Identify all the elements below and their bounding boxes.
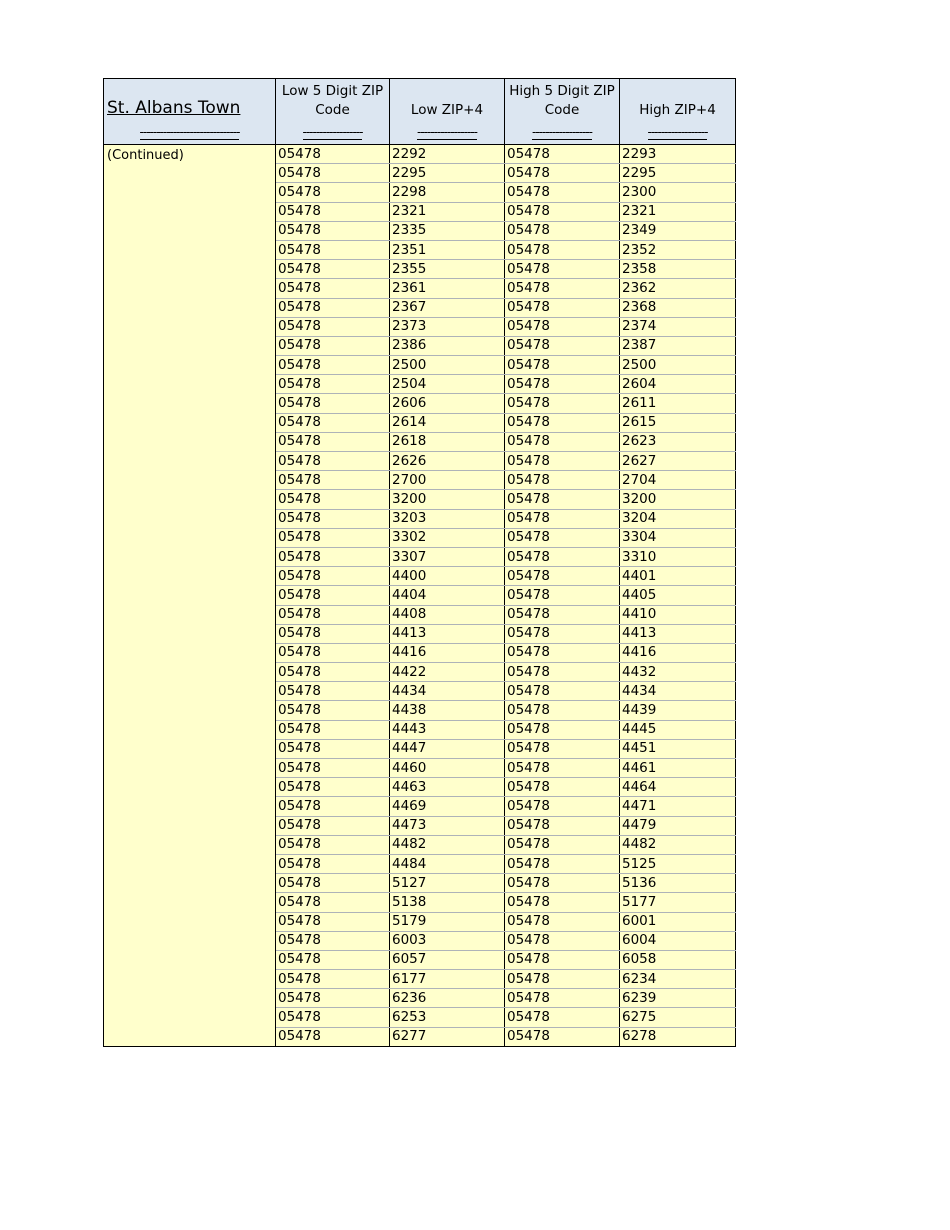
high-zip-cell: 05478	[505, 643, 620, 662]
low-zip4-cell: 4484	[390, 854, 505, 873]
high-zip-cell: 05478	[505, 164, 620, 183]
high-zip-cell: 05478	[505, 202, 620, 221]
high-zip-cell: 05478	[505, 989, 620, 1008]
low-zip4-cell: 2626	[390, 452, 505, 471]
low-zip-cell: 05478	[276, 797, 390, 816]
high-zip4-cell: 4439	[620, 701, 736, 720]
low-zip-cell: 05478	[276, 298, 390, 317]
low-zip-cell: 05478	[276, 567, 390, 586]
high-zip-cell: 05478	[505, 452, 620, 471]
low-zip4-cell: 2298	[390, 183, 505, 202]
high-zip4-cell: 3200	[620, 490, 736, 509]
low-zip-cell: 05478	[276, 183, 390, 202]
high-zip-cell: 05478	[505, 797, 620, 816]
high-zip4-cell: 2293	[620, 145, 736, 164]
low-zip4-cell: 4404	[390, 586, 505, 605]
high-zip-cell: 05478	[505, 260, 620, 279]
low-zip-cell: 05478	[276, 663, 390, 682]
low-zip-cell: 05478	[276, 1008, 390, 1027]
low-zip4-cell: 5127	[390, 874, 505, 893]
low-zip-header: Low 5 Digit ZIP Code	[276, 79, 390, 123]
low-zip-cell: 05478	[276, 547, 390, 566]
high-zip-cell: 05478	[505, 547, 620, 566]
low-zip4-cell: 3302	[390, 528, 505, 547]
high-zip4-cell: 6239	[620, 989, 736, 1008]
low-zip4-cell: 3200	[390, 490, 505, 509]
low-zip4-cell: 6177	[390, 970, 505, 989]
low-zip-cell: 05478	[276, 912, 390, 931]
high-zip4-cell: 4464	[620, 778, 736, 797]
high-zip-cell: 05478	[505, 394, 620, 413]
high-zip-cell: 05478	[505, 739, 620, 758]
high-zip-cell: 05478	[505, 413, 620, 432]
low-zip4-cell: 2614	[390, 413, 505, 432]
low-zip4-cell: 6057	[390, 950, 505, 969]
high-zip-cell: 05478	[505, 778, 620, 797]
table-row	[104, 145, 736, 164]
low-zip-cell: 05478	[276, 835, 390, 854]
high-zip4-cell: 2500	[620, 356, 736, 375]
low-zip4-cell: 4460	[390, 759, 505, 778]
high-zip-cell: 05478	[505, 874, 620, 893]
high-zip-cell: 05478	[505, 1008, 620, 1027]
high-zip-cell: 05478	[505, 471, 620, 490]
high-zip-cell: 05478	[505, 663, 620, 682]
low-zip-cell: 05478	[276, 778, 390, 797]
low-zip-cell: 05478	[276, 605, 390, 624]
low-zip4-cell: 4413	[390, 624, 505, 643]
high-zip-cell: 05478	[505, 240, 620, 259]
low-zip-cell: 05478	[276, 394, 390, 413]
low-zip4-cell: 6253	[390, 1008, 505, 1027]
low-zip-cell: 05478	[276, 145, 390, 164]
high-zip-cell: 05478	[505, 912, 620, 931]
high-zip4-header: High ZIP+4	[620, 79, 736, 123]
separator-high-zip: ------------------	[505, 122, 620, 145]
high-zip-cell: 05478	[505, 893, 620, 912]
low-zip-cell: 05478	[276, 816, 390, 835]
low-zip4-cell: 2504	[390, 375, 505, 394]
low-zip4-header: Low ZIP+4	[390, 79, 505, 123]
low-zip-cell: 05478	[276, 375, 390, 394]
low-zip4-cell: 4408	[390, 605, 505, 624]
high-zip-cell: 05478	[505, 567, 620, 586]
low-zip-cell: 05478	[276, 989, 390, 1008]
high-zip4-cell: 4471	[620, 797, 736, 816]
high-zip4-cell: 2704	[620, 471, 736, 490]
low-zip-cell: 05478	[276, 970, 390, 989]
high-zip-cell: 05478	[505, 1027, 620, 1046]
high-zip-cell: 05478	[505, 854, 620, 873]
separator-town: ------------------------------	[104, 122, 276, 145]
header-row	[104, 79, 736, 123]
high-zip-cell: 05478	[505, 528, 620, 547]
high-zip-cell: 05478	[505, 356, 620, 375]
high-zip4-cell: 3310	[620, 547, 736, 566]
high-zip4-cell: 4432	[620, 663, 736, 682]
high-zip4-cell: 4416	[620, 643, 736, 662]
low-zip-cell: 05478	[276, 874, 390, 893]
high-zip-cell: 05478	[505, 145, 620, 164]
high-zip4-cell: 2321	[620, 202, 736, 221]
separator-row	[104, 122, 736, 145]
high-zip-cell: 05478	[505, 701, 620, 720]
low-zip-cell: 05478	[276, 950, 390, 969]
low-zip4-cell: 4482	[390, 835, 505, 854]
low-zip4-cell: 2373	[390, 317, 505, 336]
low-zip4-cell: 2361	[390, 279, 505, 298]
high-zip-cell: 05478	[505, 720, 620, 739]
low-zip4-cell: 5138	[390, 893, 505, 912]
high-zip4-cell: 5125	[620, 854, 736, 873]
low-zip4-cell: 6277	[390, 1027, 505, 1046]
low-zip-cell: 05478	[276, 1027, 390, 1046]
separator-low-zip: ------------------	[276, 122, 390, 145]
low-zip4-cell: 2500	[390, 356, 505, 375]
low-zip-cell: 05478	[276, 643, 390, 662]
high-zip-cell: 05478	[505, 835, 620, 854]
high-zip4-cell: 4479	[620, 816, 736, 835]
high-zip4-cell: 3204	[620, 509, 736, 528]
zip-range-table	[103, 78, 736, 1047]
low-zip-cell: 05478	[276, 221, 390, 240]
low-zip-cell: 05478	[276, 701, 390, 720]
low-zip-cell: 05478	[276, 854, 390, 873]
high-zip4-cell: 4434	[620, 682, 736, 701]
high-zip4-cell: 4401	[620, 567, 736, 586]
low-zip-cell: 05478	[276, 240, 390, 259]
low-zip4-cell: 2321	[390, 202, 505, 221]
low-zip4-cell: 4447	[390, 739, 505, 758]
low-zip4-cell: 4422	[390, 663, 505, 682]
low-zip-cell: 05478	[276, 202, 390, 221]
high-zip4-cell: 2368	[620, 298, 736, 317]
low-zip4-cell: 3203	[390, 509, 505, 528]
low-zip4-cell: 3307	[390, 547, 505, 566]
low-zip4-cell: 2295	[390, 164, 505, 183]
low-zip-cell: 05478	[276, 682, 390, 701]
low-zip-cell: 05478	[276, 164, 390, 183]
low-zip-cell: 05478	[276, 317, 390, 336]
low-zip-cell: 05478	[276, 279, 390, 298]
low-zip4-cell: 4473	[390, 816, 505, 835]
low-zip-cell: 05478	[276, 260, 390, 279]
low-zip-cell: 05478	[276, 471, 390, 490]
high-zip4-cell: 2362	[620, 279, 736, 298]
high-zip4-cell: 2374	[620, 317, 736, 336]
high-zip-cell: 05478	[505, 816, 620, 835]
low-zip4-cell: 2335	[390, 221, 505, 240]
low-zip4-cell: 2367	[390, 298, 505, 317]
high-zip4-cell: 2352	[620, 240, 736, 259]
continued-label: (Continued)	[104, 145, 276, 1047]
high-zip-cell: 05478	[505, 279, 620, 298]
low-zip-cell: 05478	[276, 528, 390, 547]
low-zip-cell: 05478	[276, 759, 390, 778]
high-zip-cell: 05478	[505, 931, 620, 950]
high-zip4-cell: 6275	[620, 1008, 736, 1027]
high-zip4-cell: 6234	[620, 970, 736, 989]
low-zip4-cell: 4400	[390, 567, 505, 586]
high-zip4-cell: 4413	[620, 624, 736, 643]
low-zip-cell: 05478	[276, 893, 390, 912]
low-zip-cell: 05478	[276, 490, 390, 509]
low-zip4-cell: 4438	[390, 701, 505, 720]
high-zip4-cell: 2358	[620, 260, 736, 279]
low-zip4-cell: 4469	[390, 797, 505, 816]
separator-high-zip4: ------------------	[620, 122, 736, 145]
high-zip-cell: 05478	[505, 586, 620, 605]
high-zip4-cell: 2349	[620, 221, 736, 240]
high-zip4-cell: 3304	[620, 528, 736, 547]
high-zip-header: High 5 Digit ZIP Code	[505, 79, 620, 123]
high-zip-cell: 05478	[505, 336, 620, 355]
high-zip4-cell: 4482	[620, 835, 736, 854]
low-zip4-cell: 4416	[390, 643, 505, 662]
high-zip4-cell: 2604	[620, 375, 736, 394]
high-zip-cell: 05478	[505, 509, 620, 528]
high-zip4-cell: 4405	[620, 586, 736, 605]
high-zip4-cell: 4461	[620, 759, 736, 778]
high-zip4-cell: 2623	[620, 432, 736, 451]
low-zip-cell: 05478	[276, 586, 390, 605]
high-zip4-cell: 6004	[620, 931, 736, 950]
high-zip-cell: 05478	[505, 490, 620, 509]
town-name-header: St. Albans Town	[104, 79, 276, 123]
low-zip4-cell: 2618	[390, 432, 505, 451]
low-zip-cell: 05478	[276, 452, 390, 471]
high-zip-cell: 05478	[505, 970, 620, 989]
high-zip4-cell: 4451	[620, 739, 736, 758]
high-zip-cell: 05478	[505, 317, 620, 336]
high-zip4-cell: 2627	[620, 452, 736, 471]
low-zip-cell: 05478	[276, 432, 390, 451]
low-zip4-cell: 2351	[390, 240, 505, 259]
high-zip4-cell: 4410	[620, 605, 736, 624]
low-zip-cell: 05478	[276, 509, 390, 528]
low-zip-cell: 05478	[276, 356, 390, 375]
high-zip4-cell: 6058	[620, 950, 736, 969]
low-zip-cell: 05478	[276, 931, 390, 950]
low-zip-cell: 05478	[276, 413, 390, 432]
high-zip4-cell: 2300	[620, 183, 736, 202]
high-zip4-cell: 2295	[620, 164, 736, 183]
high-zip4-cell: 2611	[620, 394, 736, 413]
low-zip-cell: 05478	[276, 739, 390, 758]
high-zip-cell: 05478	[505, 624, 620, 643]
high-zip-cell: 05478	[505, 375, 620, 394]
low-zip4-cell: 4443	[390, 720, 505, 739]
high-zip4-cell: 5136	[620, 874, 736, 893]
separator-low-zip4: ------------------	[390, 122, 505, 145]
high-zip4-cell: 6278	[620, 1027, 736, 1046]
high-zip-cell: 05478	[505, 759, 620, 778]
low-zip-cell: 05478	[276, 336, 390, 355]
high-zip4-cell: 6001	[620, 912, 736, 931]
low-zip4-cell: 2292	[390, 145, 505, 164]
low-zip4-cell: 2386	[390, 336, 505, 355]
high-zip4-cell: 2615	[620, 413, 736, 432]
low-zip-cell: 05478	[276, 624, 390, 643]
high-zip-cell: 05478	[505, 605, 620, 624]
high-zip-cell: 05478	[505, 682, 620, 701]
low-zip4-cell: 2355	[390, 260, 505, 279]
high-zip4-cell: 4445	[620, 720, 736, 739]
low-zip4-cell: 2700	[390, 471, 505, 490]
high-zip-cell: 05478	[505, 298, 620, 317]
high-zip4-cell: 5177	[620, 893, 736, 912]
high-zip-cell: 05478	[505, 221, 620, 240]
low-zip4-cell: 6236	[390, 989, 505, 1008]
low-zip4-cell: 4434	[390, 682, 505, 701]
high-zip-cell: 05478	[505, 950, 620, 969]
low-zip4-cell: 5179	[390, 912, 505, 931]
high-zip-cell: 05478	[505, 432, 620, 451]
high-zip4-cell: 2387	[620, 336, 736, 355]
low-zip4-cell: 6003	[390, 931, 505, 950]
low-zip4-cell: 4463	[390, 778, 505, 797]
high-zip-cell: 05478	[505, 183, 620, 202]
low-zip4-cell: 2606	[390, 394, 505, 413]
low-zip-cell: 05478	[276, 720, 390, 739]
